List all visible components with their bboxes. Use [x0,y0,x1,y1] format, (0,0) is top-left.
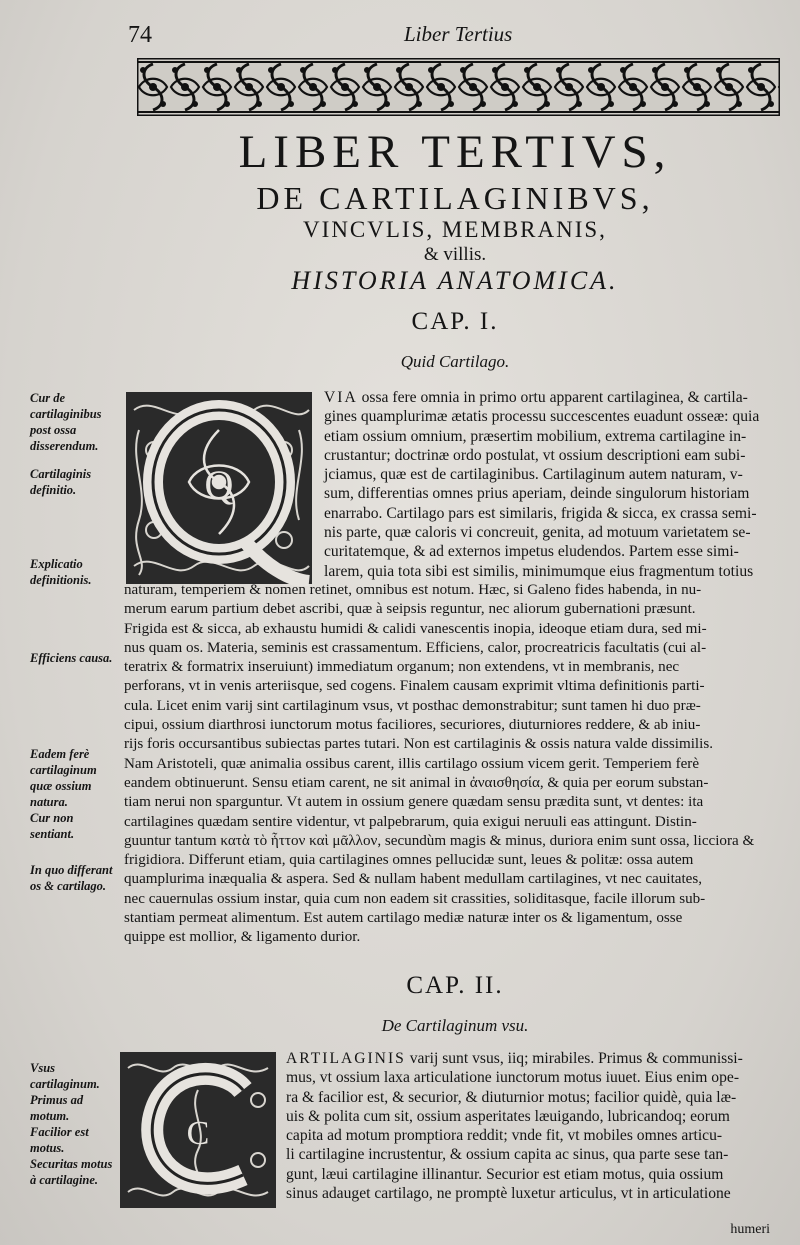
drop-cap-c-letter: C [186,1115,210,1152]
book-title: LIBER TERTIVS, [238,126,672,178]
text-line: frigidiora. Differunt etiam, quia cartilagines omnes pellucidæ sunt, leues & politæ: ossa autem [124,852,694,869]
text-line: mus, vt ossium laxa articulatione iunctorum motus iuuet. Eius enim ope- [286,1069,740,1087]
margin-note-8: Vsus cartilaginum. [30,1061,100,1091]
margin-note-9: Primus ad motum. [30,1093,84,1123]
chapter-2-heading: CAP. II. [406,972,504,999]
text-line: enarrabo. Cartilago pars est similaris, frigida & sicca, ex crassa semi- [324,504,757,522]
catchword: humeri [730,1222,770,1237]
margin-note-5: Eadem ferè cartilaginum quæ ossium natura. [30,747,97,809]
text-line: nus quam os. Materia, seminis est crassamentum. Efficiens, calor, procreatricis facultatis (cui al- [124,639,707,656]
text-line: cipui, ossium diarthrosi iunctorum motus faciliores, securiores, diuturniores reddere, & ab iniu- [124,717,701,734]
text-line: Frigida est & sicca, ab exhaustu humidi & calidi vanescentis inopia, ideoque etiam dura, sed mi- [124,620,707,637]
text-line: sum, differentias omnes prius aperiam, deinde singulorum historiam [324,485,750,503]
text-line: quippe est mollior, & ligamento durior. [124,929,361,946]
text-line: jciamus, quæ est de cartilaginibus. Cartilaginum autem naturam, v- [324,466,743,484]
text-line: naturam, temperiem & nomen retinet, omnibus est notum. Hæc, si Galeno fides habenda, in nu- [124,582,702,598]
drop-cap-c [118,1050,278,1210]
section-title: HISTORIA ANATOMICA. [291,266,619,295]
chapter-2-wrapped-text [286,1049,780,1203]
text-line: stantiam permeat alimentum. Est autem cartilago mediæ naturæ inter os & ligamentum, osse [124,910,683,927]
margin-note-3: Explicatio definitionis. [30,557,92,587]
chapter-1-subheading: Quid Cartilago. [400,352,510,371]
drop-cap-q [124,390,314,586]
subtitle-line-3: & villis. [423,244,487,265]
text-line: crustantur; doctrinæ ordo postulat, vt ossium descriptioni eam subi- [324,446,746,464]
text-line: uis & polita cum sit, ossium asperitates læuigando, lubricandoq; eorum [286,1107,730,1125]
margin-note-4: Efficiens causa. [30,651,113,665]
text-line: eandem obtinuerunt. Sensu etiam carent, ne sit animal in ἀναισθησία, & quia per eorum substan- [124,774,709,791]
margin-note-10: Facilior est motus. [30,1125,89,1155]
text-line: nis parte, quæ caloris vi concreuit, genita, ad motuum varietatem se- [324,524,751,542]
text-line: ARTILAGINIS varij sunt vsus, iiq; mirabiles. Primus & communissi- [286,1050,743,1067]
chapter-1-heading: CAP. I. [411,308,499,335]
text-line: gines quamplurimæ ætatis processu succescentes euadunt osseæ: quia [324,408,760,426]
text-line: nec cauernulas ossium instar, quia cum non eadem sit crassities, soliditasque, facile illorum sub- [124,890,706,907]
text-line: perforans, vt in venis arteriisque, sed cogens. Finalem causam exprimit vltima definitionis parti- [124,678,705,695]
text-line: etiam ossium omnium, præsertim mobilium, extrema cartilagine in- [324,427,747,445]
text-line: larem, quia tota sibi est similis, minimumque eius fragmentum totius [324,562,754,580]
text-line: tiam nerui non sparguntur. Vt autem in ossium genere quædam sensu prædita sunt, vt dentes: ita [124,794,704,811]
margin-note-6: Cur non sentiant. [30,811,75,841]
chapter-1-wrapped-text [324,388,782,581]
ornament-headpiece [137,58,780,116]
page-number: 74 [128,22,152,48]
subtitle-line-1: DE CARTILAGINIBVS, [256,180,654,216]
text-line: capita ad motum promptiora reddit; vnde fit, vt mobiles omnes articu- [286,1127,723,1145]
chapter-2-subheading: De Cartilaginum vsu. [381,1016,529,1035]
text-line: merum earum partium debet ascribi, quæ à seipsis reguntur, nec aliorum gubernationi præsunt. [124,601,696,618]
running-title: Liber Tertius [404,22,513,46]
text-line: gunt, læui cartilagine illinantur. Securior est etiam motus, quia ossium [286,1165,724,1183]
text-line: VIA ossa fere omnia in primo ortu apparent cartilaginea, & cartila- [324,389,748,406]
text-line: curitatemque, & ad externos impetus eludendos. Partem esse simi- [324,543,739,561]
text-line: li cartilagine incrustentur, & ossium capita ac sinus, qua parte sese tan- [286,1146,729,1164]
margin-note-1: Cur de cartilaginibus post ossa disserendum. [30,391,102,453]
text-line: rijs foris occursantibus subiectas partes tutari. Non est cartilaginis & ossis natura valde dissimilis. [124,736,713,753]
margin-note-11: Securitas motus à cartilagine. [30,1157,113,1187]
running-head [0,22,800,52]
text-line: teratrix & formatrix inseruiunt) immediatum organum; non extendens, vt in membranis, nec [124,659,680,676]
text-line: cartilagines quædam sentire videntur, vt palpebrarum, quia exigui neruuli eas attingunt. Distin- [124,813,697,830]
subtitle-line-2: VINCVLIS, MEMBRANIS, [303,217,607,242]
book-title-block [150,118,760,266]
drop-cap-q-letter: Q [204,462,234,507]
text-line: ra & facilior est, & securior, & diuturnior motus; facilior quidè, quia læ- [286,1088,737,1106]
chapter-1-full-text [124,581,780,948]
text-line: sinus adauget cartilago, ne promptè luxetur articulus, vt in articulatione [286,1185,731,1203]
margin-note-7: In quo differant os & cartilago. [30,863,113,893]
text-line: cula. Licet enim varij sint cartilaginum vsus, vt posthac demonstrabitur; sunt tamen hi duo præ- [124,697,701,714]
text-line: quamplurima inæqualia & aspera. Sed & nullam habent medullam cartilagines, vt nec cauitates, [124,871,702,888]
text-line: guuntur tantum κατὰ τὸ ἧττον καὶ μᾶλλον, secundùm magis & minus, duriora enim sunt ossa, licciora & [124,832,755,849]
text-line: Nam Aristoteli, quæ animalia ossibus carent, illis cartilago ossium vicem gerit. Temperiem ferè [124,755,700,772]
lead-word: VIA [324,389,358,406]
margin-note-2: Cartilaginis definitio. [30,467,92,497]
lead-word: ARTILAGINIS [286,1050,406,1067]
